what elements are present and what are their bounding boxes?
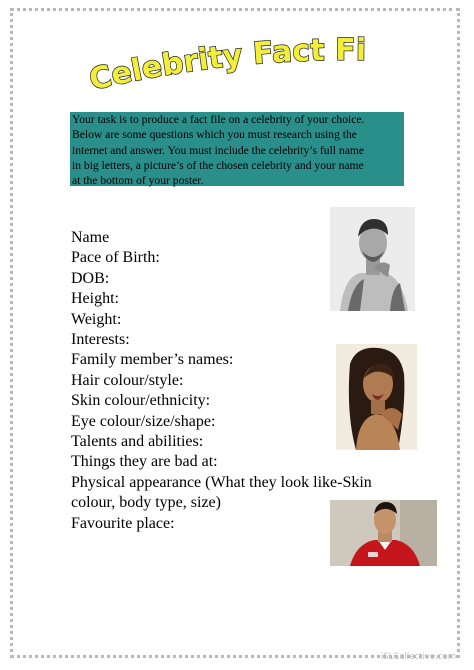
question-talents: Talents and abilities: — [71, 433, 204, 451]
question-favourite-place: Favourite place: — [71, 514, 175, 532]
task-line: Your task is to produce a fact file on a celebrity of your choice. — [72, 113, 365, 126]
question-family: Family member’s names: — [71, 351, 234, 369]
watermark: iSLCollective.com — [380, 652, 456, 662]
question-place-of-birth: Pace of Birth: — [71, 249, 160, 267]
task-line: in big letters, a picture’s of the chosen celebrity and your name — [72, 158, 364, 172]
question-dob: DOB: — [71, 269, 110, 287]
celebrity-photo-1 — [330, 207, 415, 311]
question-hair: Hair colour/style: — [71, 371, 184, 389]
question-appearance-cont: colour, body type, size) — [71, 494, 221, 512]
question-bad-at: Things they are bad at: — [71, 453, 218, 471]
question-weight: Weight: — [71, 310, 122, 328]
question-interests: Interests: — [71, 331, 130, 349]
page-title: Celebrity Fact File: — [77, 11, 367, 98]
question-name: Name — [71, 229, 110, 246]
celebrity-photo-3 — [330, 500, 437, 566]
question-appearance: Physical appearance (What they look like-Skin — [71, 473, 372, 491]
task-line: Below are some questions which you must research using the — [72, 128, 357, 142]
task-line: at the bottom of your poster. — [72, 174, 204, 188]
question-eyes: Eye colour/size/shape: — [71, 412, 216, 430]
celebrity-photo-2 — [336, 344, 417, 450]
question-height: Height: — [71, 290, 119, 308]
task-line: internet and answer. You must include the celebrity’s full name — [72, 143, 365, 157]
question-skin: Skin colour/ethnicity: — [71, 392, 211, 410]
task-instructions — [70, 112, 404, 186]
title-wordart — [77, 11, 368, 108]
